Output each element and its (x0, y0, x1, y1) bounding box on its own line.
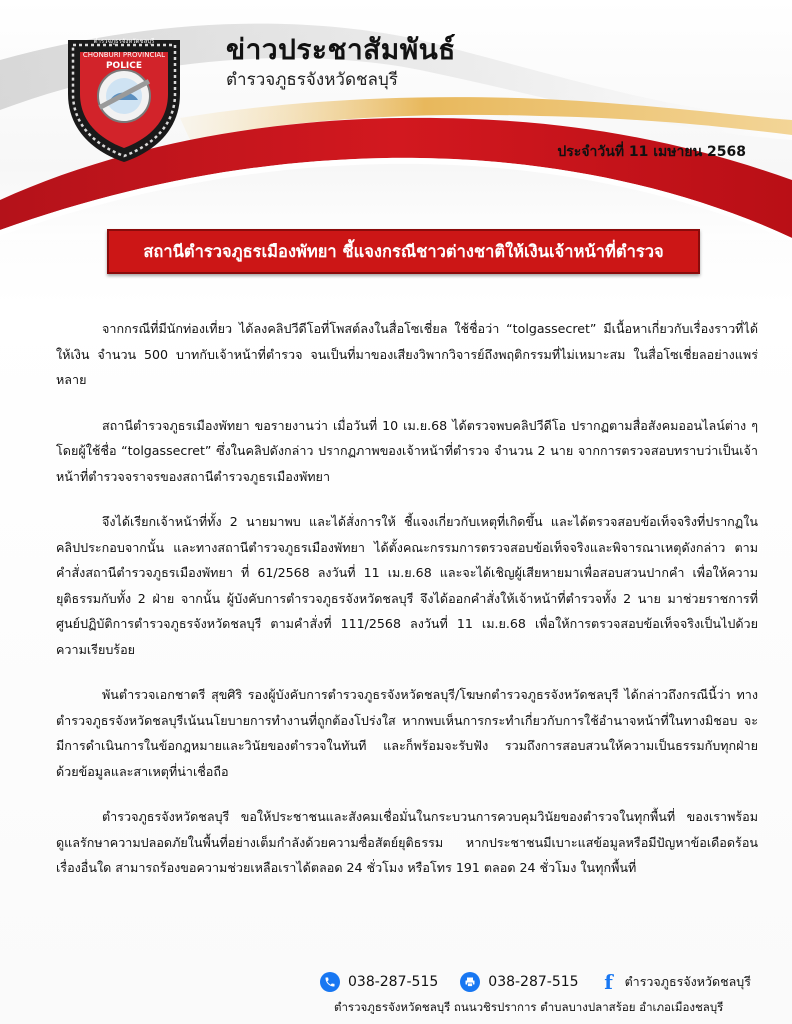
headline-banner: สถานีตำรวจภูธรเมืองพัทยา ชี้แจงกรณีชาวต่างชาติให้เงินเจ้าหน้าที่ตำรวจ (107, 229, 700, 274)
page-subtitle: ตำรวจภูธรจังหวัดชลบุรี (226, 70, 398, 90)
article-body (56, 316, 758, 901)
paragraph: จึงได้เรียกเจ้าหน้าที่ทั้ง 2 นายมาพบ และได้สั่งการให้ ชี้แจงเกี่ยวกับเหตุที่เกิดขึ้น และได้ตรวจสอบข้อเท็จจริงที่ปรากฏในคลิปประกอบจากนั้น และทางสถานีตำรวจภูธรเมืองพัทยา ได้ตั้งคณะกรรมการตรวจสอบข้อเท็จจริงและพิจารณาเหตุดังกล่าว ตามคำสั่งสถานีตำรวจภูธรเมืองพัทยา ที่ 61/2568 ลงวันที่ 11 เม.ย.68 และจะได้เชิญผู้เสียหายมาเพื่อสอบสวนปากคำ เพื่อให้ความยุติธรรมกับทั้ง 2 ฝ่าย จากนั้น ผู้บังคับการตำรวจภูธรจังหวัดชลบุรี จึงได้ออกคำสั่งให้เจ้าหน้าที่ตำรวจทั้ง 2 นาย มาช่วยราชการที่ ศูนย์ปฏิบัติการตำรวจภูธรจังหวัดชลบุรี ตามคำสั่งที่ 111/2568 ลงวันที่ 11 เม.ย.68 เพื่อให้การตรวจสอบข้อเท็จจริงเป็นไปด้วยความเรียบร้อย (56, 514, 758, 657)
badge-line2: POLICE (105, 61, 143, 71)
paragraph: ตำรวจภูธรจังหวัดชลบุรี ขอให้ประชาชนและสังคมเชื่อมั่นในกระบวนการควบคุมวินัยของตำรวจในทุกพื้นที่ ของเราพร้อมดูแลรักษาความปลอดภัยในพื้นที่อย่างเต็มกำลังด้วยความซื่อสัตย์ยุติธรรม หากประชาชนมีเบาะแสข้อมูลหรือมีปัญหาข้อเดือดร้อนเรื่องอื่นใด สามารถร้องขอความช่วยเหลือเราได้ตลอด 24 ชั่วโมง หรือโทร 191 ตลอด 24 ชั่วโมง ในทุกพื้นที่ (56, 809, 758, 875)
fax-icon (460, 972, 480, 992)
fax-number: 038-287-515 (488, 974, 579, 990)
contact-row (320, 972, 770, 992)
contact-footer (320, 972, 770, 1017)
paragraph: พันตำรวจเอกชาตรี สุขศิริ รองผู้บังคับการตำรวจภูธรจังหวัดชลบุรี/โฆษกตำรวจภูธรจังหวัดชลบุรี ได้กล่าวถึงกรณีนี้ว่า ทางตำรวจภูธรจังหวัดชลบุรีเน้นนโยบายการทำงานที่ถูกต้องโปร่งใส หากพบเห็นการกระทำเกี่ยวกับการใช้อำนาจหน้าที่ในทางมิชอบ จะมีการดำเนินการในข้อกฎหมายและวินัยของตำรวจในทันที และก็พร้อมจะรับฟัง รวมถึงการสอบสวนให้ความเป็นธรรมกับทุกฝ่าย ด้วยข้อมูลและสาเหตุที่น่าเชื่อถือ (56, 687, 758, 779)
badge-top-text: ตำรวจภูธรจังหวัดชลบุรี (93, 38, 155, 45)
paragraph: สถานีตำรวจภูธรเมืองพัทยา ขอรายงานว่า เมื่อวันที่ 10 เม.ย.68 ได้ตรวจพบคลิปวีดีโอ ปรากฏตามสื่อสังคมออนไลน์ต่าง ๆ โดยผู้ใช้ชื่อ “tolgassecret” ซึ่งในคลิปดังกล่าว ปรากฏภาพของเจ้าหน้าที่ตำรวจ จำนวน 2 นาย จากการตรวจสอบทราบว่าเป็นเจ้าหน้าที่ตำรวจจราจรของสถานีตำรวจภูธรเมืองพัทยา (56, 417, 758, 484)
header-banner (0, 0, 792, 240)
facebook-icon: f (604, 970, 613, 994)
page-title: ข่าวประชาสัมพันธ์ (226, 33, 456, 66)
facebook-page: ตำรวจภูธรจังหวัดชลบุรี (624, 974, 751, 989)
phone-icon (320, 972, 340, 992)
paragraph: จากกรณีที่มีนักท่องเที่ยว ได้ลงคลิปวีดีโอที่โพสต์ลงในสื่อโซเชี่ยล ใช้ชื่อว่า “tolgassecret” มีเนื้อหาเกี่ยวกับเรื่องราวที่ได้ให้เงิน จำนวน 500 บาทกับเจ้าหน้าที่ตำรวจ จนเป็นที่มาของเสียงวิพากวิจารย์ถึงพฤติกรรมที่ไม่เหมาะสม ในสื่อโซเชี่ยลอย่างแพร่หลาย (56, 321, 758, 387)
badge-text (58, 36, 190, 71)
badge-line1: CHONBURI PROVINCIAL (82, 51, 166, 59)
footer-address: ตำรวจภูธรจังหวัดชลบุรี ถนนวชิรปราการ ตำบลบางปลาสร้อย อำเภอเมืองชลบุรี (334, 1000, 724, 1014)
phone-number: 038-287-515 (348, 974, 439, 990)
issue-date: ประจำวันที่ 11 เมษายน 2568 (557, 144, 746, 160)
